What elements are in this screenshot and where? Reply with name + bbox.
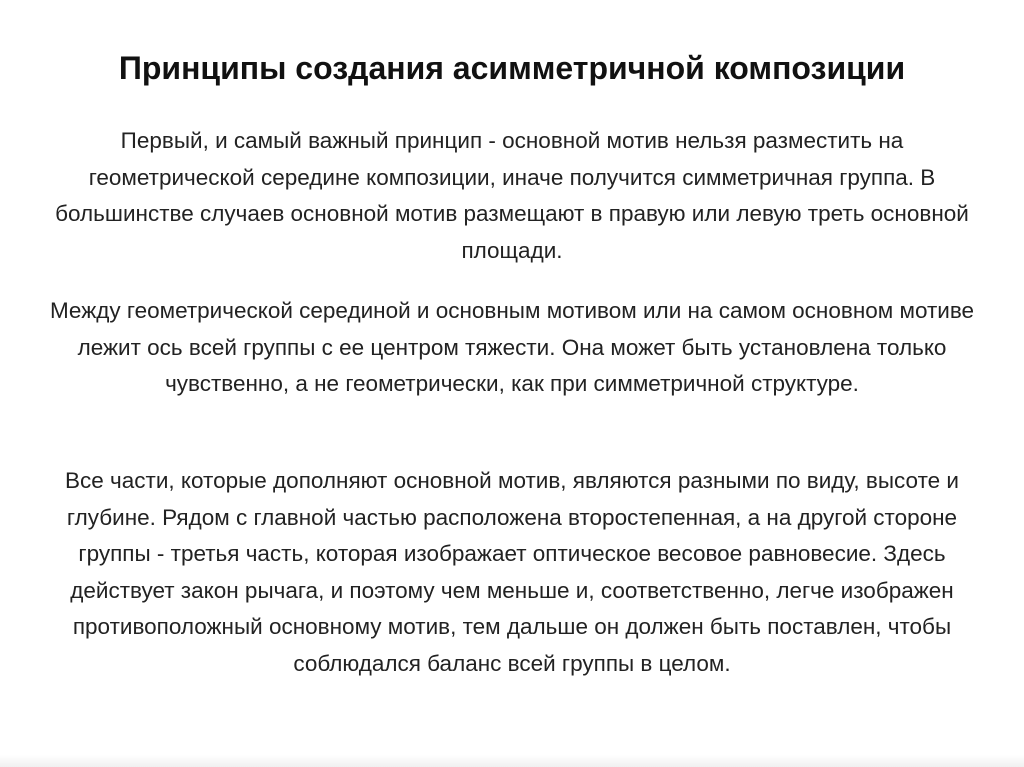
- slide-bottom-edge: [0, 755, 1024, 767]
- paragraph-balance-lever-law: Все части, которые дополняют основной мотив, являются разными по виду, высоте и глубине. Рядом с главной частью расположена второстепенная, а на другой стороне группы - третья часть, которая изображает оптическое весовое равновесие. Здесь действует закон рычага, и поэтому чем меньше и, соответственно, легче изображен противоположный основному мотив, тем дальше он должен быть поставлен, чтобы соблюдался баланс всей группы в целом.: [65, 468, 959, 676]
- paragraph-axis-center-of-gravity: Между геометрической серединой и основным мотивом или на самом основном мотиве лежит ось всей группы с ее центром тяжести. Она может быть установлена только чувственно, а не геометрически, как при симметричной структуре.: [49, 298, 975, 396]
- slide-title: Принципы создания асимметричной композиции: [118, 50, 906, 86]
- paragraph-first-principle: Первый, и самый важный принцип - основной мотив нельзя разместить на геометрической середине композиции, иначе получится симметричная группа. В большинстве случаев основной мотив размещают в правую или левую треть основной площади.: [55, 128, 969, 263]
